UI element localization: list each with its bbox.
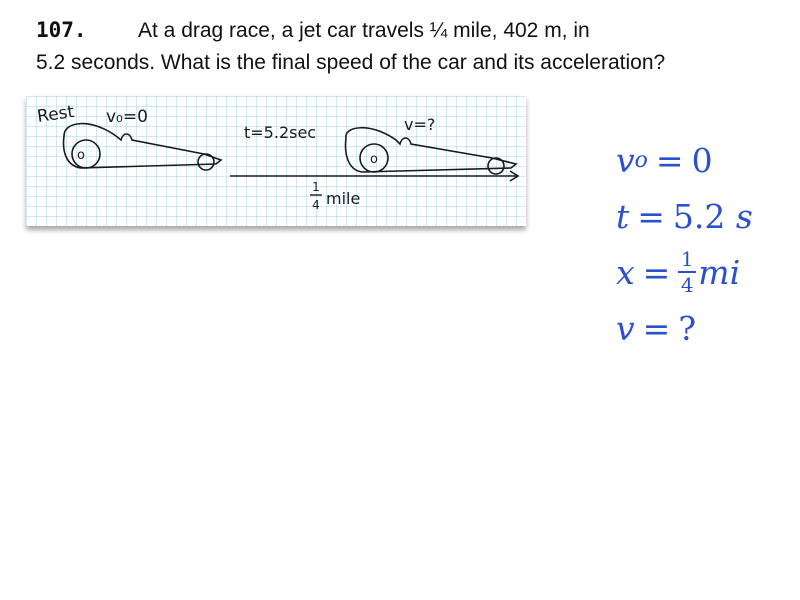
x-variable: x xyxy=(616,252,635,292)
problem-line-1 xyxy=(36,14,776,47)
sketch-drawing xyxy=(26,96,526,226)
time-label: t=5.2sec xyxy=(244,123,317,142)
problem-number: 107. xyxy=(36,18,87,42)
distance-denominator: 4 xyxy=(312,198,320,212)
given-final-velocity xyxy=(616,300,796,356)
problem-statement xyxy=(36,14,776,79)
given-distance xyxy=(616,244,796,300)
t-unit: s xyxy=(735,196,753,236)
t-equals: = xyxy=(637,196,665,236)
x-unit: mi xyxy=(698,252,741,292)
rest-label: Rest xyxy=(35,101,76,127)
distance-numerator: 1 xyxy=(312,180,320,194)
final-velocity-label: v=? xyxy=(404,115,436,134)
v0-equals: = xyxy=(655,140,684,180)
v-value: ? xyxy=(678,308,697,348)
initial-velocity-label: v₀=0 xyxy=(106,107,148,127)
x-equals: = xyxy=(642,252,671,292)
given-initial-velocity xyxy=(616,132,796,188)
x-denominator: 4 xyxy=(680,273,694,297)
x-numerator: 1 xyxy=(680,247,694,271)
v0-subscript: o xyxy=(634,147,648,173)
v-equals: = xyxy=(642,308,671,348)
given-values xyxy=(616,132,796,356)
t-value: 5.2 xyxy=(672,196,726,236)
given-time xyxy=(616,188,796,244)
problem-text-line-1: At a drag race, a jet car travels ¼ mile, 402 m, in xyxy=(138,19,590,42)
distance-unit: mile xyxy=(326,189,361,208)
t-variable: t xyxy=(616,196,630,236)
car2-wheel-label: o xyxy=(370,152,378,167)
car1-wheel-label: o xyxy=(77,148,85,163)
problem-text-line-2: 5.2 seconds. What is the final speed of the car and its acceleration? xyxy=(36,51,666,74)
v0-value: 0 xyxy=(691,140,713,180)
x-fraction xyxy=(678,248,696,296)
v0-variable: v xyxy=(616,140,635,180)
drag-race-sketch xyxy=(26,96,526,226)
v-variable: v xyxy=(616,308,635,348)
grid-paper xyxy=(26,96,526,226)
